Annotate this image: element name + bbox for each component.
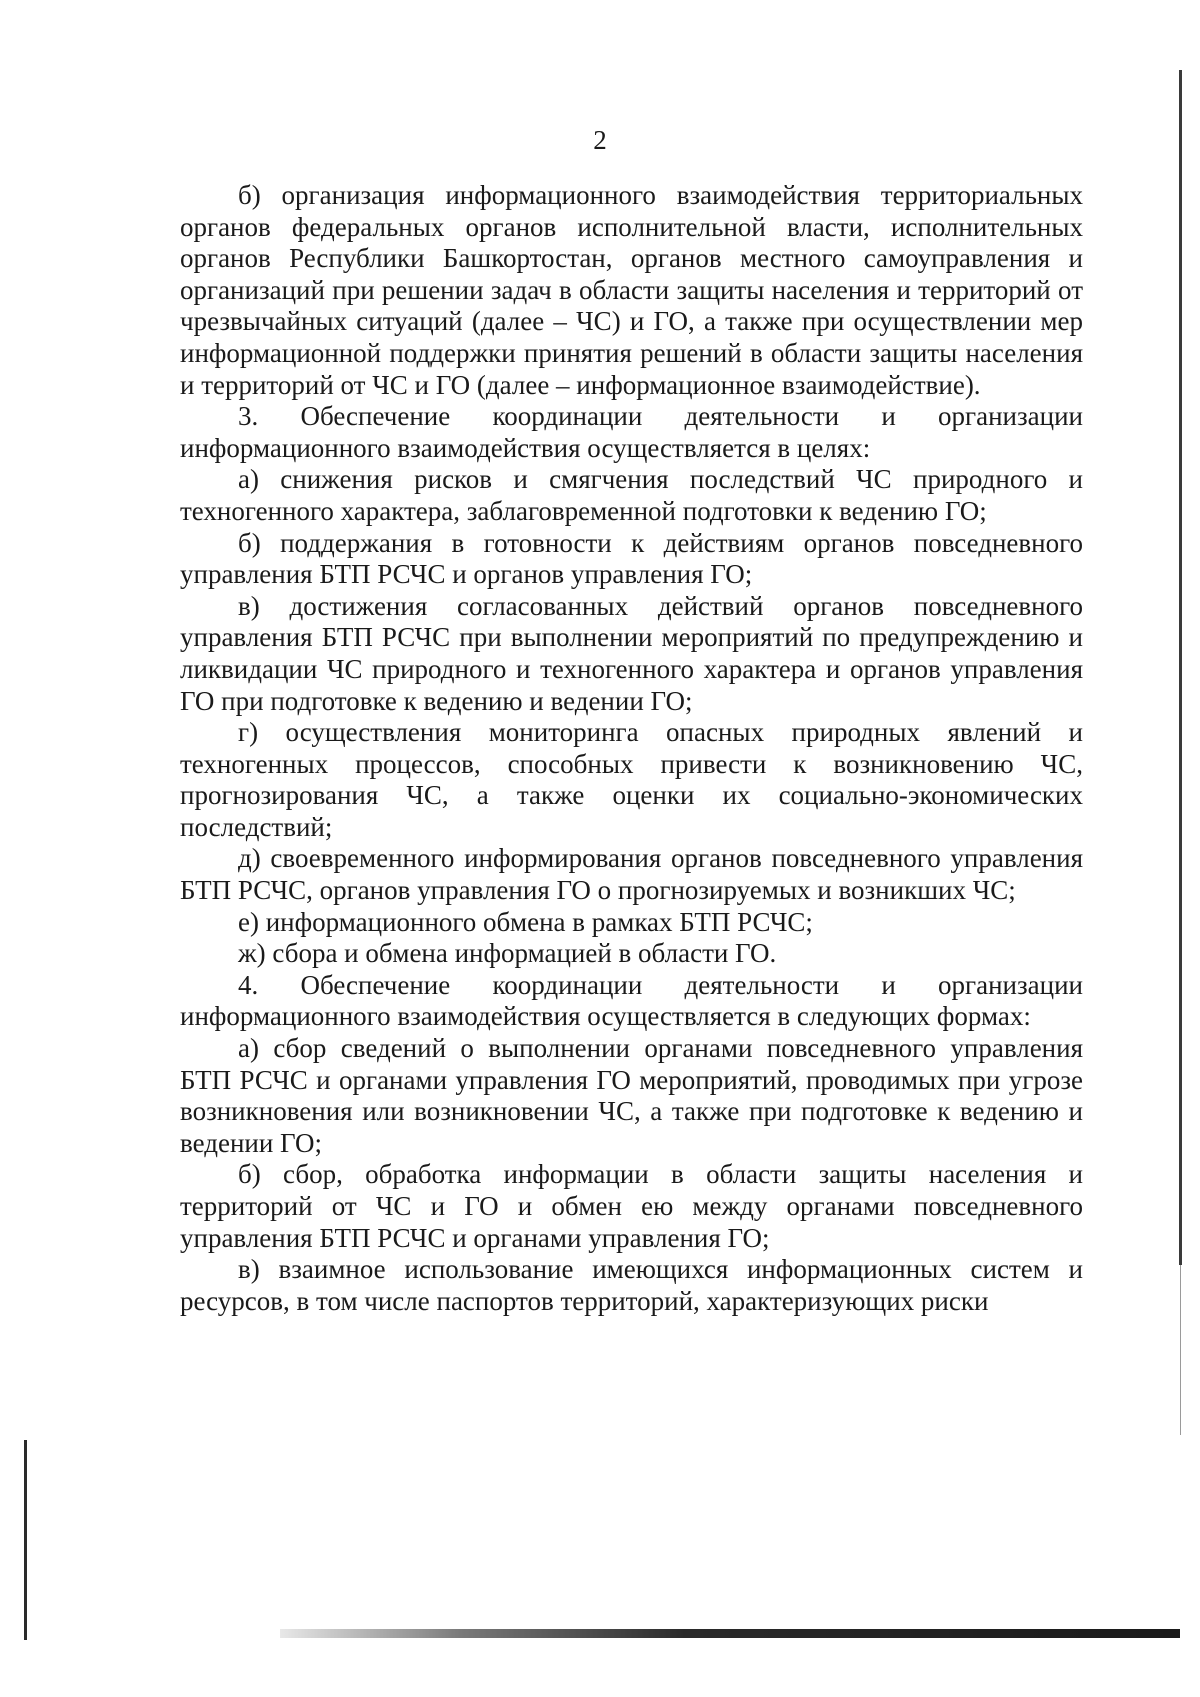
paragraph-3e: е) информационного обмена в рамках БТП РСЧС; [238, 906, 813, 937]
paragraph-3: 3. Обеспечение координации деятельности и организации информационного взаимодействия осуществляется в целях: [180, 401, 1083, 463]
document-body [180, 180, 1083, 1317]
paragraph-3a: а) снижения рисков и смягчения последствий ЧС природного и техногенного характера, заблаговременной подготовки к ведению ГО; [180, 464, 1083, 526]
paragraph-4: 4. Обеспечение координации деятельности и организации информационного взаимодействия осуществляется в следующих формах: [180, 969, 1083, 1032]
paragraph-4b: б) сбор, обработка информации в области защиты населения и территорий от ЧС и ГО и обмен ею между органами повседневного управления БТП РСЧС и органами управления ГО; [180, 1159, 1083, 1253]
paragraph-3g: г) осуществления мониторинга опасных природных явлений и техногенных процессов, способных привести к возникновению ЧС, прогнозирования ЧС, а также оценки их социально-экономических последствий; [180, 717, 1083, 842]
scan-edge-left [24, 1440, 27, 1640]
paragraph-3zh: ж) сбора и обмена информацией в области ГО. [238, 938, 777, 969]
scan-edge-right-lower [1180, 1265, 1181, 1435]
page-number: 2 [593, 125, 607, 155]
paragraph-3d: д) своевременного информирования органов повседневного управления БТП РСЧС, органов управления ГО о прогнозируемых и возникших ЧС; [180, 843, 1083, 906]
paragraph-3v: в) достижения согласованных действий органов повседневного управления БТП РСЧС при выполнении мероприятий по предупреждению и ликвидации ЧС природного и техногенного характера и органов управления ГО при подготовке к ведению и ведении ГО; [180, 590, 1083, 716]
scan-edge-bottom [280, 1629, 1180, 1638]
scan-edge-right [1179, 70, 1182, 1265]
paragraph-4v: в) взаимное использование имеющихся информационных систем и ресурсов, в том числе паспортов территорий, характеризующих риски [180, 1254, 1083, 1316]
paragraph-4a: а) сбор сведений о выполнении органами повседневного управления БТП РСЧС и органами управления ГО мероприятий, проводимых при угрозе возникновения или возникновении ЧС, а также при подготовке к ведению и ведении ГО; [180, 1033, 1083, 1158]
paragraph-2b: б) организация информационного взаимодействия территориальных органов федеральных органов исполнительной власти, исполнительных органов Республики Башкортостан, органов местного самоуправления и организаций при решении задач в области защиты населения и территорий от чрезвычайных ситуаций (далее – ЧС) и ГО, а также при осуществлении мер информационной поддержки принятия решений в области защиты населения и территорий от ЧС и ГО (далее – информационное взаимодействие). [180, 180, 1083, 400]
paragraph-3b: б) поддержания в готовности к действиям органов повседневного управления БТП РСЧС и органов управления ГО; [180, 527, 1083, 590]
